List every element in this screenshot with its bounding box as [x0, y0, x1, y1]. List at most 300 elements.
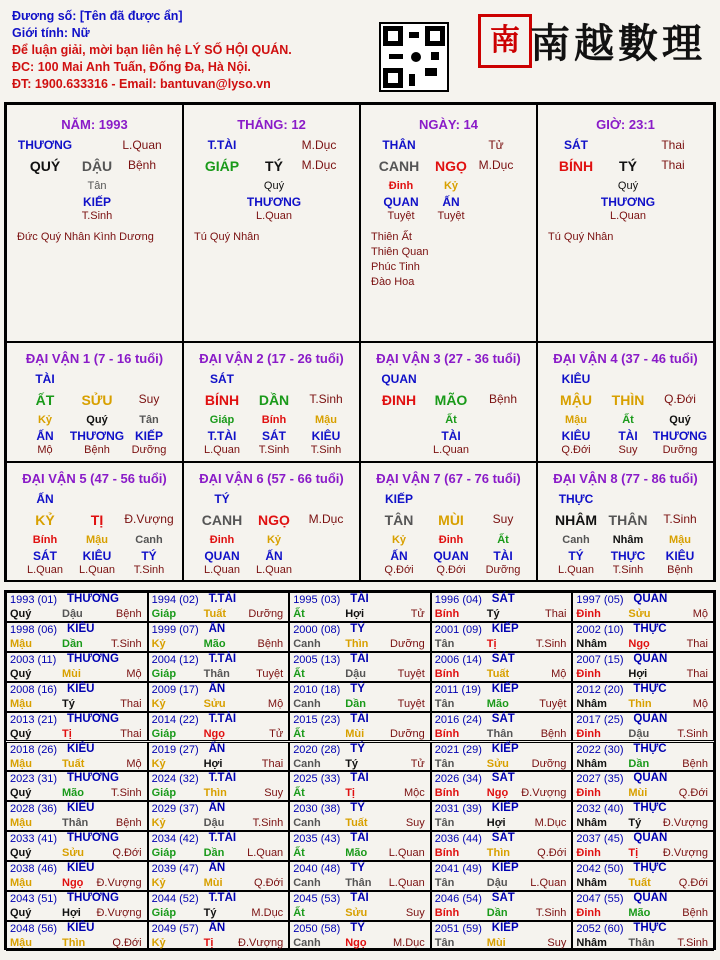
year-label: 2003 (11): [10, 653, 57, 666]
pillar-stem: QUÝ: [29, 158, 61, 174]
year-stage: Tuyệt: [539, 697, 567, 710]
pillar-branch: NGỌ: [435, 158, 467, 174]
hidden-god: KIẾP: [82, 195, 112, 209]
year-cell: [431, 652, 573, 682]
dai-van-branch: DẦN: [258, 392, 290, 408]
year-branch: Hợi: [203, 757, 223, 770]
year-god: TÝ: [350, 622, 365, 635]
year-stem: Ất: [293, 787, 305, 800]
dai-van-god: ẤN: [36, 492, 54, 506]
year-stage: Mộ: [692, 608, 708, 620]
year-cell: [572, 682, 714, 712]
year-cell: [148, 742, 290, 772]
year-branch: Tuất: [345, 817, 368, 830]
hidden-stem: Quý: [669, 414, 691, 426]
year-stage: Dưỡng: [531, 757, 567, 770]
dai-van-stem: CANH: [201, 512, 243, 528]
year-stem: Quý: [10, 727, 32, 740]
year-stem: Đinh: [576, 907, 601, 919]
hidden-god: SÁT: [262, 429, 286, 443]
hidden-god: THƯƠNG: [600, 195, 656, 209]
year-god: SÁT: [491, 593, 515, 605]
year-label: 2019 (27): [151, 743, 199, 756]
year-stage: Mộ: [267, 697, 284, 710]
hidden-god: ẤN: [390, 549, 408, 563]
year-label: 2021 (29): [434, 743, 482, 756]
year-label: 2038 (46): [10, 863, 58, 876]
year-god: KIẾP: [491, 802, 519, 815]
star-note: Phúc Tinh: [371, 261, 420, 273]
year-stem: Kỷ: [151, 817, 166, 830]
year-stem: Đinh: [576, 727, 601, 740]
year-branch: Mùi: [62, 667, 81, 680]
year-cell: [6, 861, 148, 891]
hidden-stage: Dưỡng: [485, 564, 521, 576]
hidden-stage: T.Sinh: [310, 444, 342, 456]
year-stem: Bính: [434, 847, 460, 860]
gender-line: Giới tính: Nữ: [12, 26, 90, 40]
year-stage: Tử: [410, 757, 425, 770]
year-cell: [148, 652, 290, 682]
year-stage: Thai: [120, 697, 142, 710]
dai-van-stage: Suy: [492, 512, 514, 526]
year-cell: [431, 682, 573, 712]
year-label: 2049 (57): [151, 922, 199, 935]
year-label: 2001 (09): [434, 623, 482, 636]
dai-van-god: TÝ: [214, 492, 230, 506]
pillar-stage: L.Quan: [122, 138, 162, 152]
year-branch: Ngọ: [345, 936, 367, 949]
hidden-god: TÝ: [141, 549, 157, 563]
year-stage: Tuyệt: [397, 697, 425, 710]
hidden-stage: T.Sinh: [81, 210, 113, 222]
pillar-title: NĂM: 1993: [61, 117, 128, 132]
year-branch: Tuất: [62, 757, 85, 770]
pillar-branch: DẬU: [81, 158, 113, 174]
year-label: 2020 (28): [293, 743, 341, 756]
dai-van-title: ĐẠI VẬN 4 (37 - 46 tuổi): [553, 351, 698, 366]
hidden-stem: Kỷ: [266, 534, 282, 546]
year-label: 2045 (53): [293, 893, 341, 905]
year-branch: Dần: [62, 637, 83, 650]
year-branch: Mùi: [345, 727, 365, 740]
year-stem: Quý: [10, 907, 32, 919]
hidden-god: ẤN: [442, 195, 460, 209]
year-stem: Quý: [10, 667, 32, 680]
year-cell: [289, 682, 431, 712]
year-label: 2022 (30): [576, 743, 624, 756]
year-stem: Tân: [434, 817, 455, 830]
hidden-stem: Mậu: [565, 414, 587, 426]
hidden-god: SÁT: [33, 549, 57, 563]
dai-van-stage: T.Sinh: [309, 392, 343, 406]
phone-email-line: ĐT: 1900.633316 - Email: bantuvan@lyso.vn: [12, 77, 271, 91]
year-stage: Q.Đới: [253, 877, 284, 890]
year-label: 2033 (41): [10, 833, 58, 846]
year-label: 2009 (17): [151, 683, 199, 696]
year-god: T.TÀI: [208, 593, 237, 605]
hidden-stem: Mậu: [86, 534, 108, 546]
year-label: 2026 (34): [434, 773, 482, 786]
year-stage: T.Sinh: [535, 637, 567, 650]
year-stem: Nhâm: [576, 936, 607, 949]
year-branch: Thân: [628, 936, 655, 949]
year-branch: Mùi: [486, 936, 506, 949]
hidden-god: TÀI: [441, 429, 461, 443]
year-stem: Giáp: [151, 787, 177, 800]
hidden-god: KIẾP: [134, 429, 164, 443]
year-cell: [431, 831, 573, 861]
year-cell: [572, 771, 714, 801]
hidden-stage: Suy: [618, 444, 638, 456]
hidden-god: TÝ: [568, 549, 584, 563]
year-cell: [431, 801, 573, 831]
hidden-stage: Dưỡng: [662, 444, 698, 456]
year-cell: [431, 592, 573, 622]
year-stage: T.Sinh: [252, 817, 284, 830]
year-cell: [6, 592, 148, 622]
year-cell: [572, 921, 714, 951]
hidden-stage: L.Quan: [203, 444, 241, 456]
pillar-title: GIỜ: 23:1: [596, 117, 655, 132]
year-label: 2028 (36): [10, 803, 58, 816]
year-god: TÝ: [350, 921, 365, 934]
year-branch: Mùi: [203, 877, 223, 890]
year-cell: [289, 831, 431, 861]
dai-van-title: ĐẠI VẬN 8 (77 - 86 tuổi): [553, 471, 698, 486]
pillar-branch-stage: M.Dục: [301, 158, 337, 172]
pillar-cell: [360, 104, 537, 342]
year-god: TÀI: [350, 832, 369, 845]
year-stage: Thai: [120, 727, 142, 740]
year-stem: Giáp: [151, 847, 177, 860]
year-stage: Q.Đới: [112, 936, 142, 949]
year-label: 2017 (25): [576, 713, 624, 726]
year-cell: [148, 592, 290, 622]
hidden-stage: L.Quan: [557, 564, 595, 576]
contact-line: Để luận giải, mời bạn liên hệ LÝ SỐ HỘI QUÁN.: [12, 43, 292, 57]
year-stem: Quý: [10, 787, 32, 800]
year-branch: Dậu: [345, 667, 366, 680]
dai-van-stem: BÍNH: [204, 392, 240, 408]
year-branch: Tị: [62, 727, 72, 740]
year-label: 2014 (22): [151, 713, 199, 726]
year-god: ẤN: [208, 862, 226, 875]
year-branch: Tuất: [486, 667, 510, 680]
year-god: KIÊU: [67, 862, 95, 875]
dai-van-god: QUAN: [381, 372, 417, 386]
year-cell: [572, 652, 714, 682]
star-note: Thiên Ất: [371, 231, 412, 243]
year-label: 2043 (51): [10, 893, 58, 905]
year-cell: [6, 622, 148, 652]
year-branch: Tị: [628, 847, 639, 860]
year-label: 2047 (55): [576, 893, 624, 905]
year-stage: Bệnh: [682, 907, 708, 919]
year-label: 2037 (45): [576, 833, 624, 846]
dai-van-branch: MÃO: [434, 392, 468, 408]
year-cell: [6, 771, 148, 801]
year-branch: Dần: [486, 907, 508, 919]
year-stage: Suy: [405, 907, 425, 919]
year-branch: Ngọ: [486, 787, 509, 800]
dai-van-stage: Q.Đới: [664, 392, 696, 406]
year-god: TÀI: [350, 892, 369, 904]
year-god: T.TÀI: [208, 712, 237, 725]
year-stem: Giáp: [151, 608, 177, 620]
hidden-god: TÀI: [618, 429, 638, 443]
dai-van-god: KIẾP: [384, 492, 414, 506]
hidden-stem: Ất: [497, 534, 509, 546]
year-stage: Bệnh: [115, 608, 142, 620]
year-cell: [431, 891, 573, 921]
pillar-title: THÁNG: 12: [237, 117, 306, 132]
dai-van-stem: NHÂM: [555, 512, 597, 528]
year-god: QUAN: [633, 832, 668, 845]
year-label: 2029 (37): [151, 803, 199, 816]
year-god: ẤN: [208, 802, 226, 815]
year-stem: Nhâm: [576, 817, 607, 830]
year-cell: [431, 712, 573, 742]
hidden-stage: Dưỡng: [131, 444, 167, 456]
hidden-god: THƯƠNG: [69, 429, 125, 443]
year-god: TÀI: [350, 593, 369, 605]
dai-van-title: ĐẠI VẬN 7 (67 - 76 tuổi): [376, 471, 521, 486]
hidden-stage: Tuyệt: [437, 210, 465, 222]
year-stem: Ất: [293, 847, 305, 860]
year-branch: Mão: [486, 697, 509, 710]
year-god: KIÊU: [67, 921, 95, 934]
year-stage: M.Dục: [534, 817, 567, 830]
year-god: TÝ: [350, 682, 365, 695]
star-note: Đào Hoa: [371, 276, 415, 288]
year-branch: Dần: [203, 847, 225, 860]
year-god: T.TÀI: [208, 832, 237, 845]
year-label: 1997 (05): [576, 594, 624, 606]
dai-van-stage: Đ.Vượng: [124, 512, 174, 526]
year-stem: Bính: [434, 907, 460, 919]
year-god: THỰC: [633, 802, 667, 815]
year-label: 2044 (52): [151, 893, 199, 905]
year-stage: Mộc: [404, 787, 425, 800]
hidden-god: QUAN: [383, 195, 419, 209]
hidden-god: KIÊU: [665, 549, 695, 563]
year-stem: Canh: [293, 817, 321, 830]
qr-code: [379, 22, 449, 92]
year-cell: [572, 622, 714, 652]
year-god: THỰC: [633, 682, 667, 695]
year-god: KIẾP: [491, 862, 519, 875]
year-branch: Thân: [62, 817, 89, 830]
year-stage: Bệnh: [115, 817, 142, 830]
annual-grid: [4, 590, 716, 950]
hidden-stem: Tân: [87, 180, 107, 192]
year-stage: Tuyệt: [397, 667, 425, 680]
pillar-stem: GIÁP: [204, 158, 240, 174]
year-label: 2008 (16): [10, 683, 58, 696]
year-god: KIÊU: [67, 742, 95, 755]
year-stem: Bính: [434, 787, 460, 800]
year-stage: Q.Đới: [678, 787, 708, 800]
year-branch: Sửu: [345, 907, 368, 919]
year-stem: Mậu: [10, 697, 32, 710]
year-cell: [289, 861, 431, 891]
dai-van-cell: [360, 462, 537, 582]
dai-van-branch: TỊ: [90, 512, 104, 528]
owner-line: Đương số: [Tên đã được ẩn]: [12, 9, 183, 23]
year-branch: Hợi: [486, 817, 506, 830]
year-branch: Dậu: [62, 608, 83, 620]
year-stage: Dưỡng: [390, 637, 425, 650]
year-branch: Tý: [203, 907, 217, 919]
year-label: 2002 (10): [576, 623, 624, 636]
dai-van-stem: TÂN: [384, 512, 414, 528]
year-cell: [148, 921, 290, 951]
year-branch: Thân: [486, 727, 514, 740]
year-god: KIÊU: [67, 802, 95, 815]
year-label: 1994 (02): [151, 594, 199, 606]
pillar-cell: [537, 104, 714, 342]
year-god: THỰC: [633, 622, 667, 635]
dai-van-stem: ẤT: [35, 392, 55, 408]
year-branch: Mão: [345, 847, 368, 860]
hidden-god: TÀI: [493, 549, 513, 563]
year-branch: Thìn: [486, 847, 511, 860]
year-label: 2013 (21): [10, 713, 58, 726]
year-label: 2046 (54): [434, 893, 482, 905]
dai-van-god: TÀI: [35, 372, 55, 386]
hidden-stem: Kỷ: [37, 414, 53, 426]
year-stage: Bệnh: [540, 727, 567, 740]
year-stem: Kỷ: [151, 757, 166, 770]
address-line: ĐC: 100 Mai Anh Tuấn, Đống Đa, Hà Nội.: [12, 60, 251, 74]
dai-van-cell: [6, 462, 183, 582]
year-branch: Dậu: [628, 727, 650, 740]
year-branch: Ngọ: [62, 877, 84, 890]
year-stem: Tân: [434, 637, 455, 650]
year-cell: [6, 712, 148, 742]
year-god: KIÊU: [67, 622, 95, 635]
year-label: 1999 (07): [151, 623, 199, 636]
year-cell: [289, 771, 431, 801]
year-god: TÝ: [350, 802, 365, 815]
year-god: TÀI: [350, 772, 369, 785]
year-stage: Thai: [686, 667, 708, 680]
year-stage: M.Dục: [393, 936, 425, 949]
dai-van-branch: MÙI: [438, 512, 464, 528]
year-god: T.TÀI: [208, 772, 237, 785]
year-cell: [6, 921, 148, 951]
year-stage: Mộ: [126, 757, 142, 770]
star-note: Đức Quý Nhân Kình Dương: [17, 231, 154, 243]
year-stem: Quý: [10, 847, 32, 860]
year-cell: [289, 592, 431, 622]
year-branch: Sửu: [486, 757, 509, 770]
year-stage: T.Sinh: [677, 936, 708, 949]
year-stage: L.Quan: [247, 847, 284, 860]
hidden-stage: L.Quan: [203, 564, 241, 576]
year-cell: [6, 742, 148, 772]
hidden-stem: Mậu: [315, 414, 337, 426]
year-stem: Mậu: [10, 637, 32, 650]
year-stem: Nhâm: [576, 877, 607, 890]
hidden-stage: Bệnh: [84, 444, 110, 456]
year-label: 2032 (40): [576, 803, 624, 816]
year-cell: [289, 742, 431, 772]
year-stage: Tử: [269, 727, 284, 740]
pillar-god: T.TÀI: [207, 138, 237, 152]
year-stem: Canh: [293, 877, 321, 890]
hidden-stem: Bính: [261, 414, 287, 426]
dai-van-title: ĐẠI VẬN 2 (17 - 26 tuổi): [199, 351, 344, 366]
year-cell: [572, 592, 714, 622]
dai-van-stem: ĐINH: [381, 392, 417, 408]
year-stage: Dưỡng: [390, 727, 425, 740]
dai-van-cell: [537, 462, 714, 582]
year-branch: Thân: [203, 667, 230, 680]
year-cell: [572, 831, 714, 861]
year-cell: [148, 712, 290, 742]
year-stage: Thai: [544, 608, 567, 620]
year-branch: Dậu: [486, 877, 508, 890]
year-label: 1998 (06): [10, 623, 58, 636]
year-label: 2035 (43): [293, 833, 341, 846]
hidden-stage: L.Quan: [432, 444, 470, 456]
year-god: THƯƠNG: [67, 832, 119, 845]
dai-van-cell: [360, 342, 537, 462]
year-branch: Mão: [62, 787, 84, 800]
year-label: 2041 (49): [434, 863, 482, 876]
year-branch: Sửu: [62, 847, 85, 860]
year-stem: Nhâm: [576, 697, 607, 710]
hidden-stem: Canh: [135, 534, 163, 546]
hidden-stem: Kỷ: [391, 534, 407, 546]
year-stage: Dưỡng: [248, 608, 284, 620]
year-stem: Ất: [293, 667, 305, 680]
dai-van-title: ĐẠI VẬN 1 (7 - 16 tuổi): [25, 351, 164, 366]
year-stage: Đ.Vượng: [96, 907, 142, 919]
year-branch: Tý: [486, 608, 500, 620]
year-god: ẤN: [208, 742, 226, 755]
dai-van-title: ĐẠI VẬN 6 (57 - 66 tuổi): [199, 471, 344, 486]
hidden-god: T.TÀI: [207, 429, 237, 443]
hidden-stage: Q.Đới: [561, 444, 591, 456]
year-branch: Dậu: [203, 817, 225, 830]
year-cell: [6, 801, 148, 831]
year-stem: Mậu: [10, 817, 32, 830]
year-cell: [572, 891, 714, 921]
pillar-god: THƯƠNG: [17, 138, 73, 152]
year-god: THƯƠNG: [67, 892, 119, 904]
year-god: KIẾP: [491, 921, 519, 934]
year-label: 2004 (12): [151, 653, 199, 666]
year-stage: Đ.Vượng: [662, 817, 708, 830]
year-stage: L.Quan: [388, 877, 425, 890]
year-stage: M.Dục: [251, 907, 284, 919]
year-stem: Ất: [293, 727, 305, 740]
year-label: 2025 (33): [293, 773, 341, 786]
year-god: SÁT: [491, 892, 515, 904]
year-god: TÝ: [350, 862, 365, 875]
dai-van-stem: KỶ: [35, 512, 55, 528]
year-cell: [148, 801, 290, 831]
year-cell: [431, 742, 573, 772]
year-cell: [289, 891, 431, 921]
year-label: 2015 (23): [293, 713, 341, 726]
year-god: QUAN: [633, 652, 668, 665]
year-stem: Đinh: [576, 608, 601, 620]
dai-van-stage: M.Dục: [308, 512, 344, 526]
